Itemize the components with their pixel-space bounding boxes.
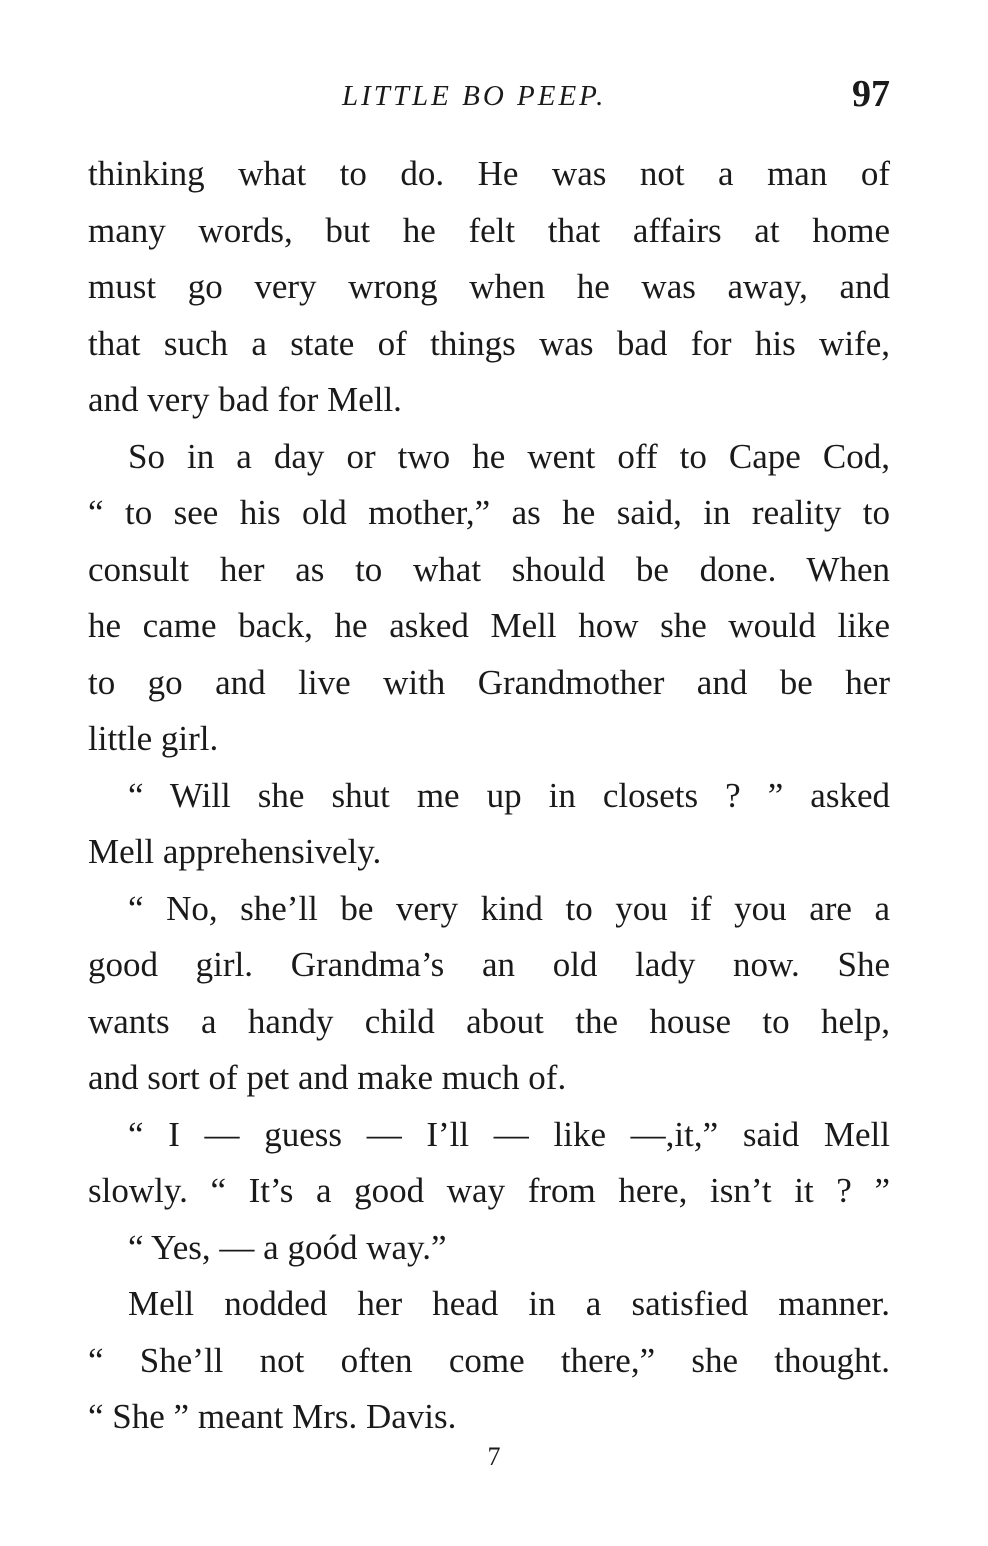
text-line: “ to see his old mother,” as he said, in reality to	[88, 493, 890, 532]
text-line: many words, but he felt that affairs at home	[88, 210, 890, 250]
page-number: 97	[852, 73, 890, 115]
signature-mark: 7	[487, 1442, 501, 1471]
running-head	[88, 72, 890, 118]
running-title: LITTLE BO PEEP.	[342, 80, 607, 112]
text-line: “ Will she shut me up in closets ? ” asked	[128, 775, 890, 815]
text-line: “ She’ll not often come there,” she thought.	[88, 1340, 890, 1380]
text-line: “ I — guess — I’ll — like —,it,” said Mell	[128, 1114, 890, 1154]
text-line: “ No, she’ll be very kind to you if you are a	[128, 888, 890, 928]
text-line: and very bad for Mell.	[88, 380, 402, 419]
text-line: Mell apprehensively.	[88, 832, 382, 871]
text-line: “ She ” meant Mrs. Davis.	[88, 1397, 457, 1436]
text-line: little girl.	[88, 719, 219, 758]
text-line: that such a state of things was bad for his wife,	[88, 323, 890, 363]
text-line: Mell nodded her head in a satisfied manner.	[128, 1284, 890, 1323]
text-line: slowly. “ It’s a good way from here, isn’t it ? ”	[88, 1171, 890, 1210]
text-line: wants a handy child about the house to help,	[88, 1001, 890, 1041]
text-line: good girl. Grandma’s an old lady now. She	[88, 945, 890, 984]
text-line: So in a day or two he went off to Cape Cod,	[128, 436, 890, 476]
text-line: to go and live with Grandmother and be her	[88, 662, 890, 702]
text-line: “ Yes, — a goód way.”	[128, 1227, 447, 1267]
text-line: thinking what to do. He was not a man of	[88, 154, 890, 193]
text-line: and sort of pet and make much of.	[88, 1058, 567, 1097]
text-line: he came back, he asked Mell how she would like	[88, 606, 890, 645]
text-line: must go very wrong when he was away, and	[88, 267, 890, 306]
text-line: consult her as to what should be done. When	[88, 549, 890, 589]
body-text	[88, 146, 890, 1446]
